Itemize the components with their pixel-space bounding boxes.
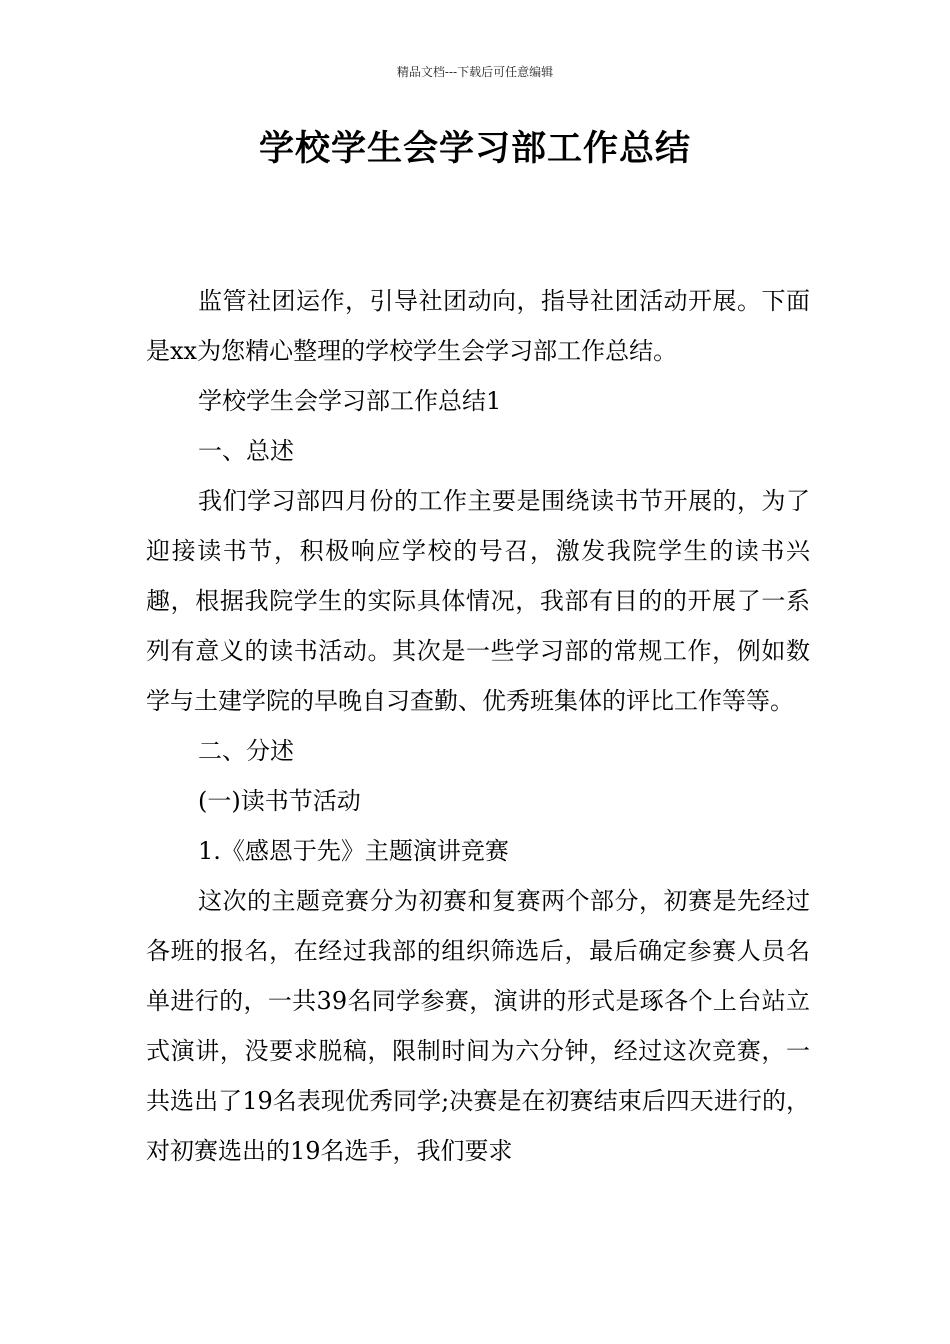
paragraph-subtitle: 学校学生会学习部工作总结1 (198, 387, 502, 415)
heading-speech-contest: 1.《感恩于先》主题演讲竞赛 (198, 837, 509, 865)
header-note: 精品文档---下载后可任意编辑 (396, 65, 554, 79)
document-title: 学校学生会学习部工作总结 (258, 129, 691, 169)
paragraph-speech-contest: 这次的主题竞赛分为初赛和复赛两个部分，初赛是先经过各班的报名，在经过我部的组织筛选后，最后确定参赛人员名单进行的，一共39名同学参赛，演讲的形式是琢各个上台站立式演讲，没要求脱稿，限制时间为六分钟，经过这次竞赛，一共选出了19名表现优秀同学;决赛是在初赛结束后四天进行的，对初赛选出的19名选手，我们要求 (146, 887, 810, 1165)
heading-reading-festival: (一)读书节活动 (198, 787, 361, 815)
heading-overview: 一、总述 (198, 437, 294, 465)
document-body (146, 276, 810, 1176)
paragraph-overview: 我们学习部四月份的工作主要是围绕读书节开展的，为了迎接读书节，积极响应学校的号召，激发我院学生的读书兴趣，根据我院学生的实际具体情况，我部有目的的开展了一系列有意义的读书活动。其次是一些学习部的常规工作，例如数学与土建学院的早晚自习查勤、优秀班集体的评比工作等等。 (146, 487, 810, 715)
heading-details: 二、分述 (198, 737, 294, 765)
paragraph-intro: 监管社团运作，引导社团动向，指导社团活动开展。下面是xx为您精心整理的学校学生会学习部工作总结。 (146, 287, 810, 365)
